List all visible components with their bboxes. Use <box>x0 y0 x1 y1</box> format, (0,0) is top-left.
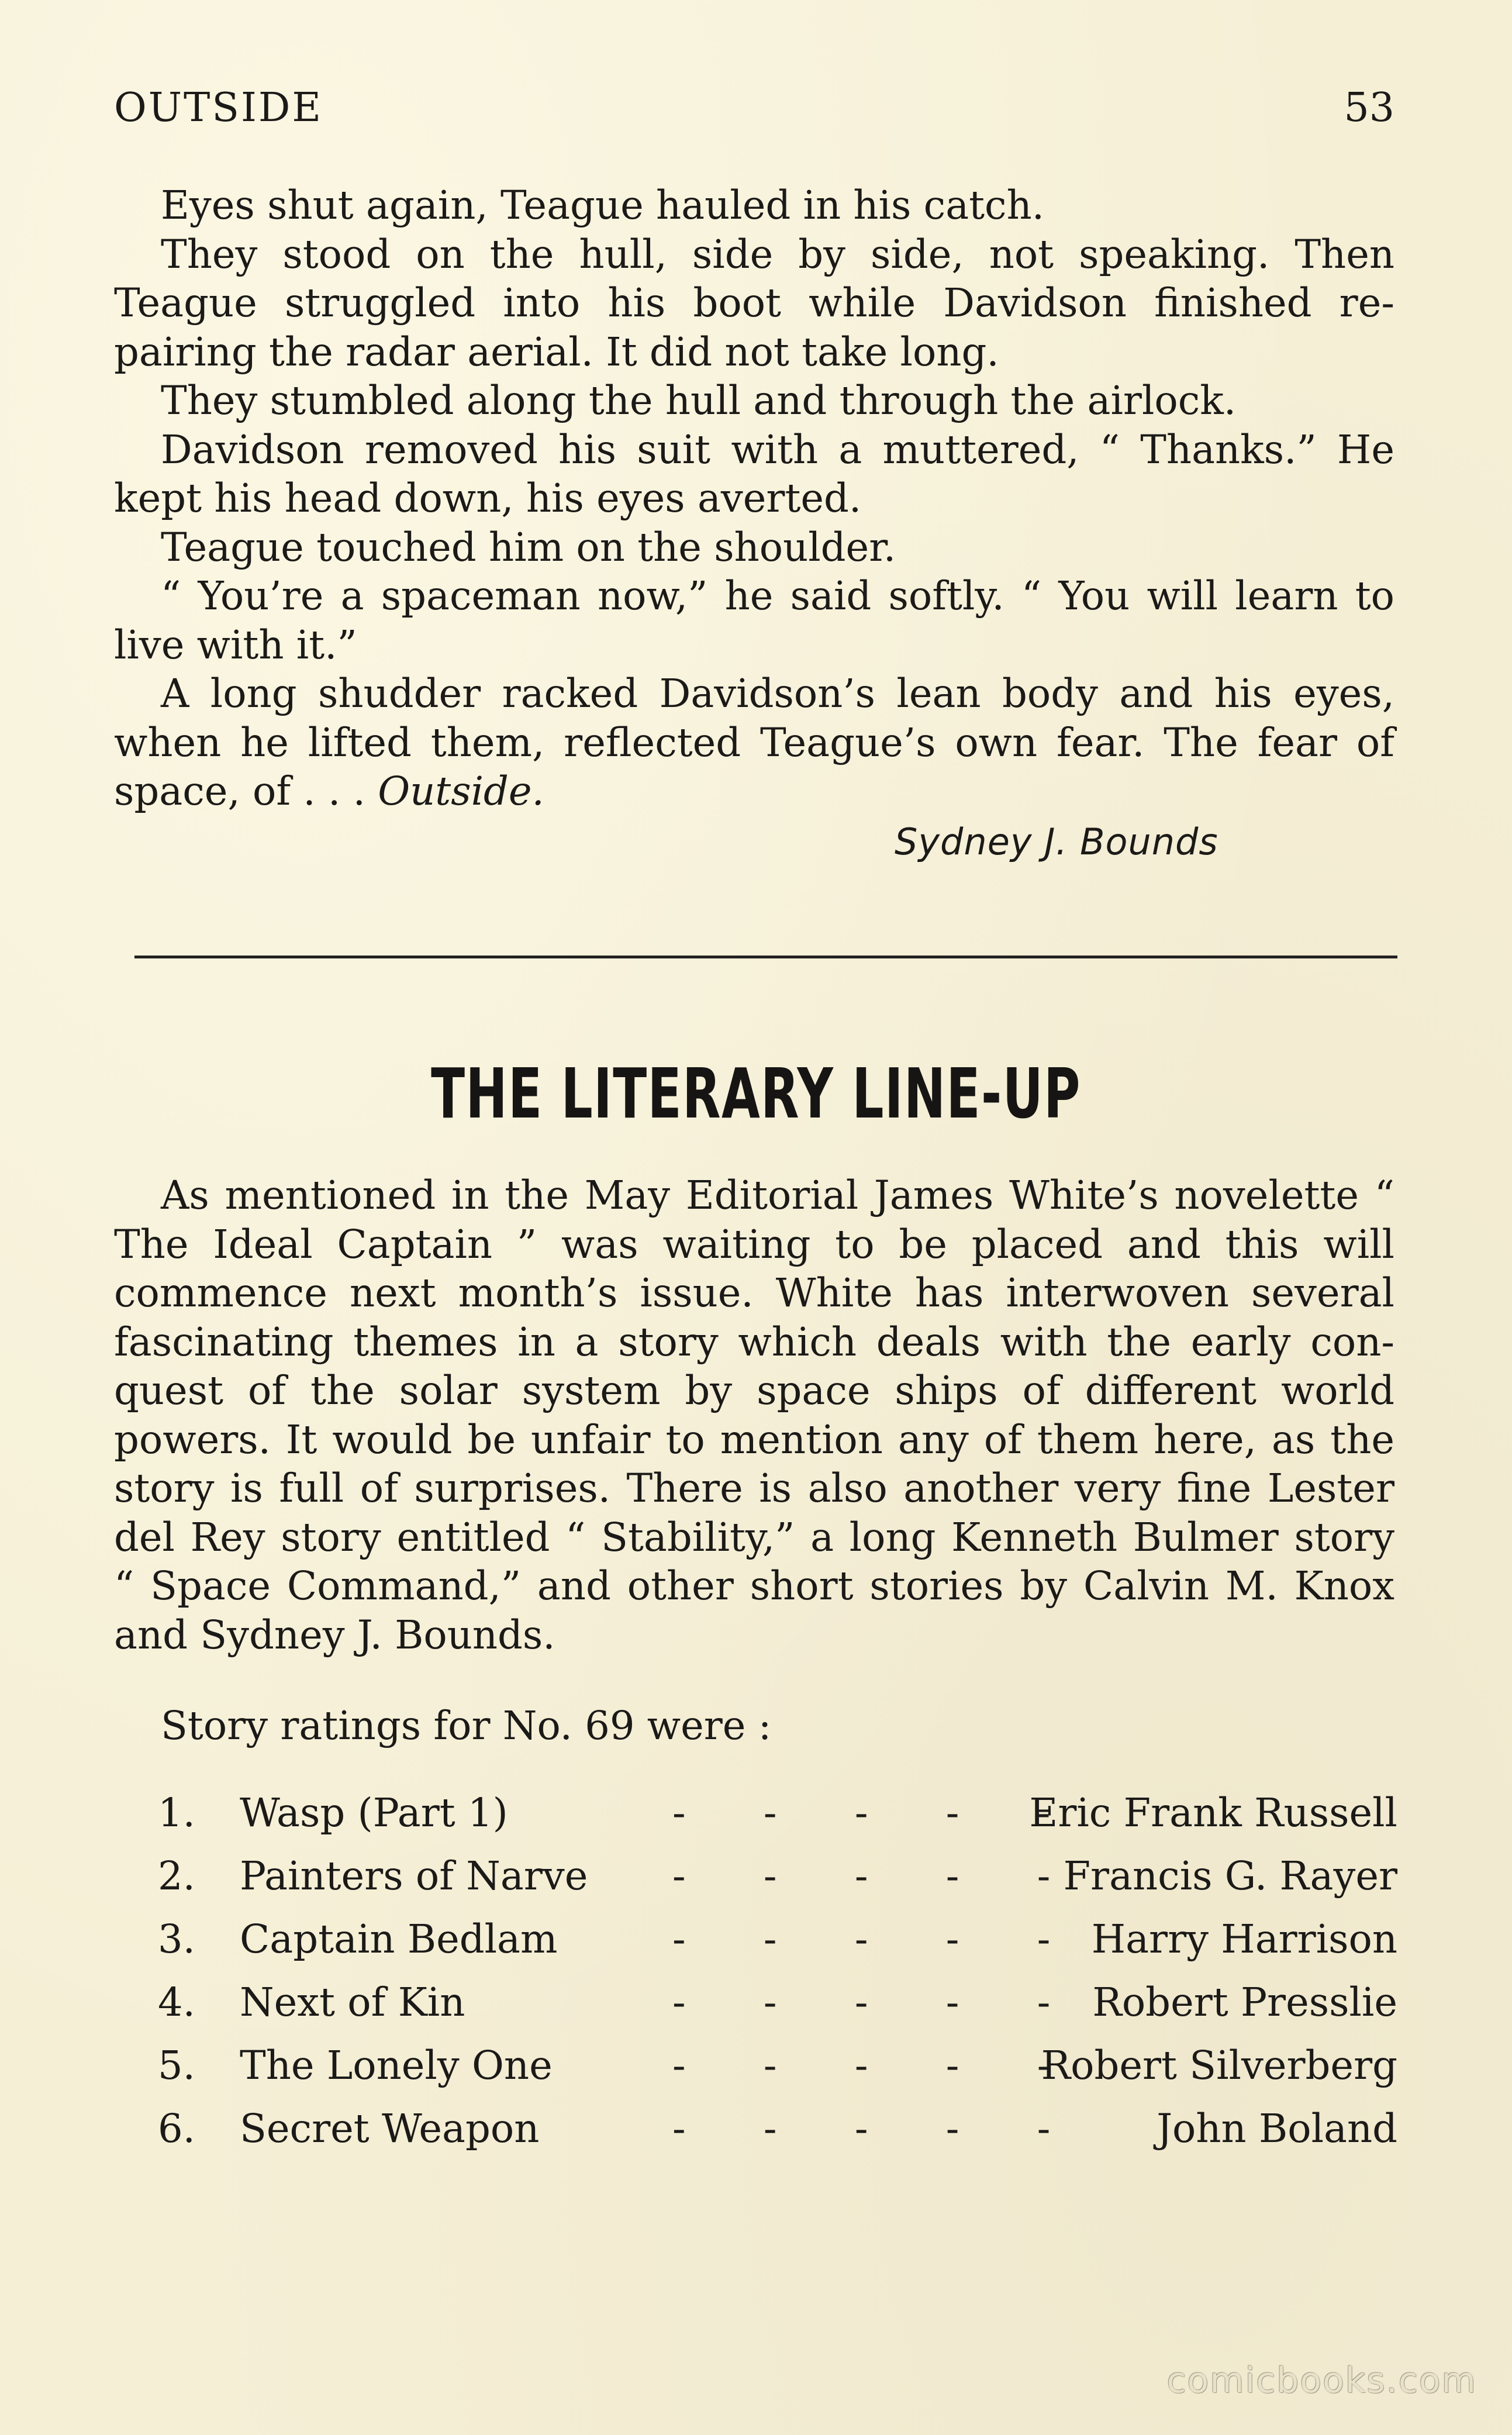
rating-number: 5. <box>158 2043 195 2088</box>
rating-number: 6. <box>158 2106 195 2151</box>
story-final-italic: Outside. <box>378 768 544 814</box>
rating-row <box>158 1971 1397 2034</box>
rating-author: Robert Presslie <box>1092 1979 1397 2025</box>
story-paragraph: Davidson removed his suit with a muttered, “ Thanks.” He kept his head down, his eyes averted. <box>114 426 1394 521</box>
site-watermark: comicbooks.com <box>1166 2360 1477 2401</box>
story-final-text: A long shudder racked Davidson’s lean body and his eyes, when he lifted them, reflected Teague’s own fear. The fear of space, of . . . <box>114 671 1394 814</box>
rating-title: Secret Weapon <box>240 2106 540 2151</box>
section-intro <box>114 1171 1394 1660</box>
rating-leader-dashes: - - - - - <box>672 2043 1083 2088</box>
rating-leader-dashes: - - - - - <box>672 1979 1083 2025</box>
story-paragraph: They stood on the hull, side by side, not speaking. Then Teague struggled into his boot while Davidson finished re-pairing the radar aerial. It did not take long. <box>114 231 1394 375</box>
rating-number: 2. <box>158 1853 195 1899</box>
rating-author: Eric Frank Russell <box>1029 1790 1397 1836</box>
rating-leader-dashes: - - - - - <box>672 2106 1083 2151</box>
ratings-intro: Story ratings for No. 69 were : <box>161 1703 772 1748</box>
story-body <box>114 181 1394 816</box>
rating-leader-dashes: - - - - - <box>672 1916 1083 1962</box>
running-head <box>114 82 1394 134</box>
rating-number: 4. <box>158 1979 195 2025</box>
rating-author: John Boland <box>1157 2106 1397 2151</box>
story-final-paragraph <box>114 670 1394 816</box>
rating-row <box>158 1844 1397 1908</box>
rating-number: 1. <box>158 1790 195 1836</box>
story-paragraph: They stumbled along the hull and through the airlock. <box>161 378 1237 423</box>
rating-row <box>158 1781 1397 1844</box>
page-number: 53 <box>1344 85 1394 131</box>
story-paragraph: Teague touched him on the shoulder. <box>161 524 896 570</box>
rating-leader-dashes: - - - - - <box>672 1853 1083 1899</box>
story-paragraph: Eyes shut again, Teague hauled in his catch. <box>161 182 1045 228</box>
author-signature: Sydney J. Bounds <box>895 820 1218 863</box>
ratings-list <box>158 1781 1397 2160</box>
rating-author: Harry Harrison <box>1091 1916 1397 1962</box>
rating-title: Wasp (Part 1) <box>240 1790 508 1836</box>
intro-paragraph: As mentioned in the May Editorial James White’s novelette “ The Ideal Captain ” was waiting to be placed and this will commence next month’s issue. White has interwoven several fascinating themes in a story which deals with the early con-quest of the solar system by space ships of different world powers. It would be unfair to mention any of them here, as the story is full of surprises. There is also another very fine Lester del Rey story entitled “ Stability,” a long Kenneth Bulmer story “ Space Command,” and other short stories by Calvin M. Knox and Sydney J. Bounds. <box>114 1172 1394 1658</box>
rating-leader-dashes: - - - - - <box>672 1790 1083 1836</box>
rating-title: Captain Bedlam <box>240 1916 558 1962</box>
rating-row <box>158 2034 1397 2097</box>
rating-title: Next of Kin <box>240 1979 465 2025</box>
rating-number: 3. <box>158 1916 195 1962</box>
rating-title: Painters of Narve <box>240 1853 588 1899</box>
rating-title: The Lonely One <box>240 2043 553 2088</box>
section-divider <box>134 956 1397 958</box>
story-paragraph: “ You’re a spaceman now,” he said softly. “ You will learn to live with it.” <box>114 573 1394 668</box>
running-title: OUTSIDE <box>114 85 323 131</box>
rating-row <box>158 1908 1397 1971</box>
section-title: THE LITERARY LINE-UP <box>431 1053 1081 1134</box>
rating-row <box>158 2097 1397 2160</box>
rating-author: Francis G. Rayer <box>1063 1853 1397 1899</box>
rating-author: Robert Silverberg <box>1041 2043 1397 2088</box>
